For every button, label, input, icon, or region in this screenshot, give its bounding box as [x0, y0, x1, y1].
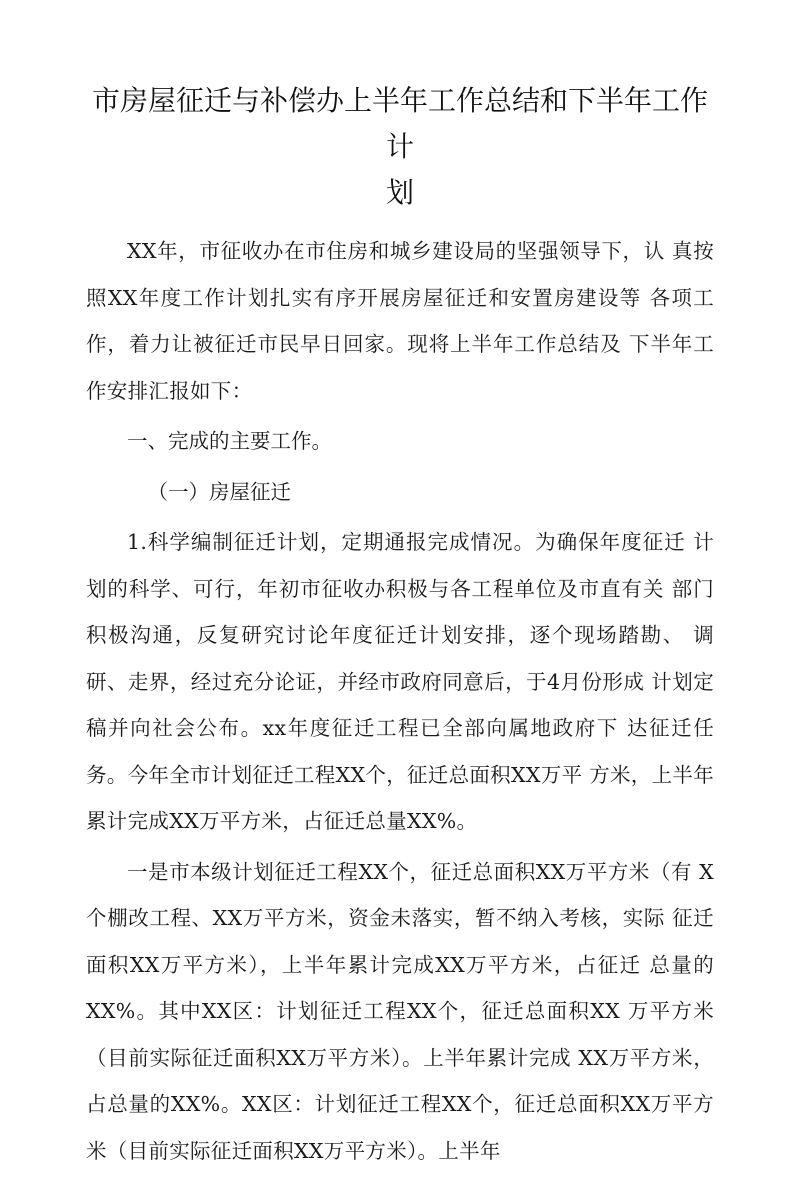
title-line-2: 划 [385, 176, 414, 209]
subsection-heading-house-demolition: （一）房屋征迁 [147, 479, 291, 504]
title-line-1: 市房屋征迁与补偿办上半年工作总结和下半年工作计 [91, 84, 708, 163]
document-title [86, 78, 714, 216]
intro-paragraph: XX年，市征收办在市住房和城乡建设局的坚强领导下，认 真按照XX年度工作计划扎实有序开展房屋征迁和安置房建设等 各项工作，着力让被征迁市民早日回家。现将上半年工作总结及 下半年工作安排汇报如下： [86, 239, 714, 403]
paragraph-item-2: 一是市本级计划征迁工程XX个，征迁总面积XX万平方米（有 X个棚改工程、XX万平方米，资金未落实，暂不纳入考核，实际 征迁面积XX万平方米），上半年累计完成XX万平方米，占征迁 总量的XX%。其中XX区：计划征迁工程XX个，征迁总面积XX 万平方米（目前实际征迁面积XX万平方米）。上半年累计完成 XX万平方米，占总量的XX%。XX区：计划征迁工程XX个，征迁总面积XX万平方米（目前实际征迁面积XX万平方米）。上半年 [86, 859, 714, 1163]
section-heading-main-work: 一、完成的主要工作。 [127, 429, 332, 453]
paragraph-item-1: 1.科学编制征迁计划，定期通报完成情况。为确保年度征迁 计划的科学、可行，年初市征收办积极与各工程单位及市直有关 部门积极沟通，反复研究讨论年度征迁计划安排，逐个现场踏勘、 调研、走界，经过充分论证，并经市政府同意后，于4月份形成 计划定稿并向社会公布。xx年度征迁工程已全部向属地政府下 达征迁任务。今年全市计划征迁工程XX个，征迁总面积XX万平 方米，上半年累计完成XX万平方米，占征迁总量XX%。 [86, 530, 714, 833]
